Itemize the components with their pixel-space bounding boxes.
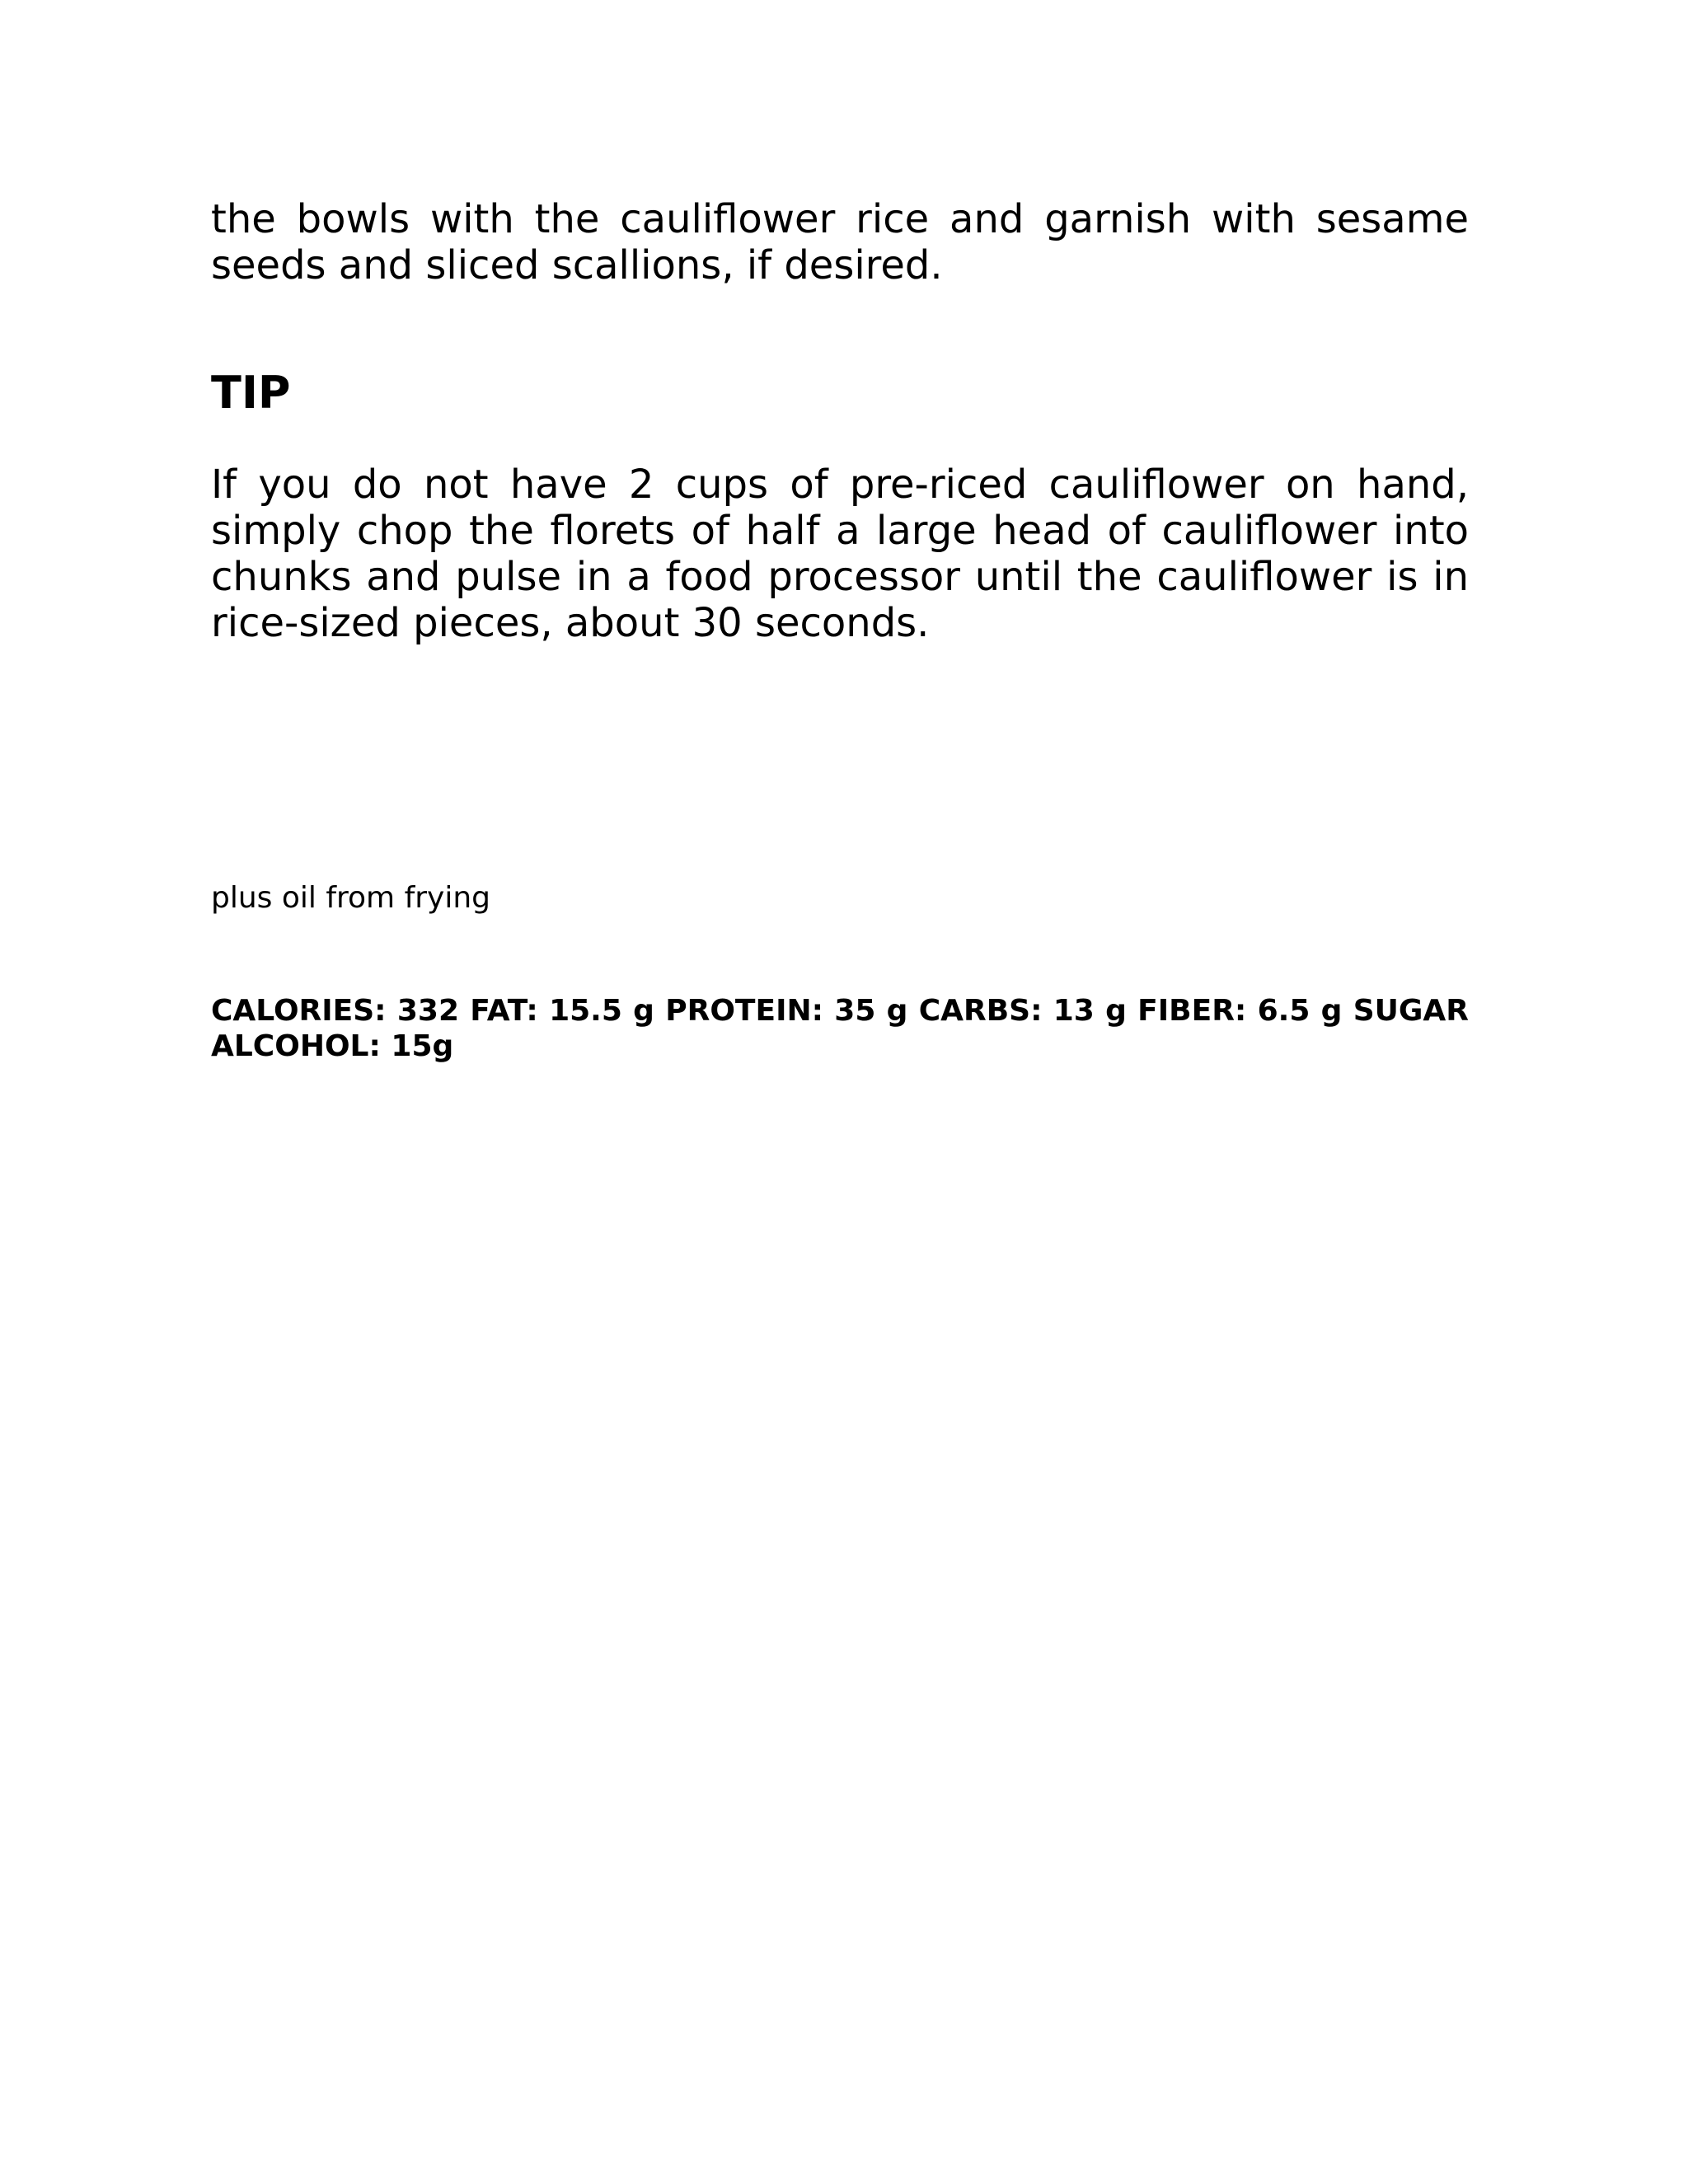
frying-oil-note: plus oil from frying (211, 881, 491, 915)
nutrition-facts: CALORIES: 332 FAT: 15.5 g PROTEIN: 35 g CARBS: 13 g FIBER: 6.5 g SUGAR ALCOHOL: 15g (211, 994, 1469, 1063)
tip-heading: TIP (211, 367, 291, 419)
continuation-paragraph: the bowls with the cauliflower rice and garnish with sesame seeds and sliced scallions, if desired. (211, 196, 1469, 288)
tip-paragraph: If you do not have 2 cups of pre-riced cauliflower on hand, simply chop the florets of half a large head of cauliflower into chunks and pulse in a food processor until the cauliflower is in rice-sized pieces, about 30 seconds. (211, 462, 1469, 646)
